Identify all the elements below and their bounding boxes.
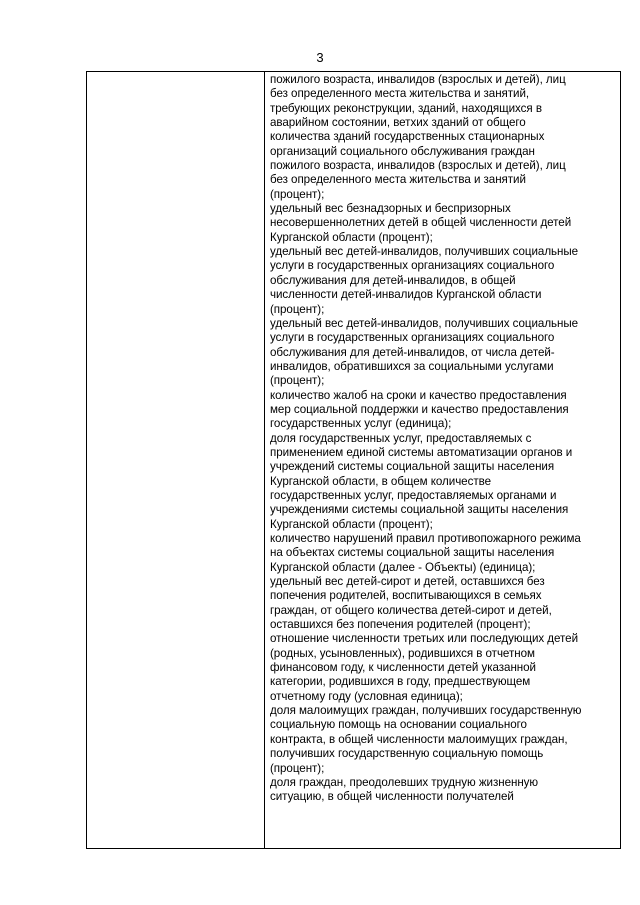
text-line: категории, родившихся в году, предшествующем (270, 675, 531, 689)
text-line: ситуацию, в общей численности получателей (270, 790, 514, 804)
text-line: удельный вес безнадзорных и беспризорных (270, 202, 511, 216)
text-line: удельный вес детей-инвалидов, получивших социальные (270, 245, 579, 259)
text-line: услуги в государственных организациях социального (270, 259, 555, 273)
text-line: несовершеннолетних детей в общей численности детей (270, 216, 572, 230)
text-line: обслуживания для детей-инвалидов, в общей (270, 273, 516, 287)
text-line: (процент); (270, 374, 325, 388)
text-line: на объектах системы социальной защиты населения (270, 546, 555, 560)
table-right-cell (270, 73, 615, 848)
text-line: аварийном состоянии, ветхих зданий от общего (270, 116, 526, 130)
text-line: отношение численности третьих или последующих детей (270, 632, 578, 646)
text-line: применением единой системы автоматизации органов и (270, 445, 573, 459)
text-line: мер социальной поддержки и качество предоставления (270, 402, 569, 416)
text-line: количество нарушений правил противопожарного режима (270, 532, 581, 545)
text-line: государственных услуг (единица); (270, 417, 452, 431)
text-line: количества зданий государственных стационарных (270, 130, 545, 144)
text-line: Курганской области, в общем количестве (270, 474, 491, 488)
text-line: (процент); (270, 761, 325, 775)
text-line: инвалидов, обратившихся за социальными услугами (270, 359, 554, 373)
column-divider (264, 72, 265, 848)
text-line: удельный вес детей-сирот и детей, оставшихся без (270, 575, 545, 589)
text-line: попечения родителей, воспитывающихся в семьях (270, 589, 542, 603)
text-line: финансовом году, к численности детей указанной (270, 661, 536, 675)
text-line: социальную помощь на основании социального (270, 718, 527, 732)
text-line: обслуживания для детей-инвалидов, от числа детей- (270, 345, 555, 359)
text-line: учреждений системы социальной защиты населения (270, 460, 555, 474)
text-line: без определенного места жительства и занятий, (270, 87, 530, 101)
text-line: численности детей-инвалидов Курганской области (270, 288, 542, 302)
text-line: учреждениями системы социальной защиты населения (270, 503, 569, 517)
text-line: (процент); (270, 302, 325, 316)
page-number: 3 (316, 50, 324, 65)
text-line: государственных услуг, предоставляемых органами и (270, 488, 557, 502)
text-line: пожилого возраста, инвалидов (взрослых и детей), лиц (270, 73, 566, 86)
text-line: Курганской области (процент); (270, 230, 433, 244)
text-line: (процент); (270, 187, 325, 201)
text-line: отчетному году (условная единица); (270, 689, 463, 703)
text-line: получивших государственную социальную помощь (270, 747, 544, 761)
document-table (86, 71, 621, 849)
text-line: контракта, в общей численности малоимущих граждан, (270, 732, 568, 746)
text-line: граждан, от общего количества детей-сирот и детей, (270, 603, 552, 617)
text-line: (родных, усыновленных), родившихся в отчетном (270, 646, 535, 660)
text-line: доля государственных услуг, предоставляемых с (270, 431, 532, 445)
text-line: доля граждан, преодолевших трудную жизненную (270, 775, 539, 789)
text-line: без определенного места жительства и занятий (270, 173, 526, 187)
text-line: Курганской области (процент); (270, 517, 433, 531)
text-line: количество жалоб на сроки и качество предоставления (270, 388, 567, 402)
text-line: организаций социального обслуживания граждан (270, 144, 535, 158)
text-line: Курганской области (далее - Объекты) (единица); (270, 560, 536, 574)
text-line: услуги в государственных организациях социального (270, 331, 555, 345)
text-line: доля малоимущих граждан, получивших государственную (270, 704, 582, 718)
text-line: удельный вес детей-инвалидов, получивших социальные (270, 316, 579, 330)
table-left-cell (87, 72, 264, 848)
text-line: оставшихся без попечения родителей (процент); (270, 618, 531, 632)
text-line: пожилого возраста, инвалидов (взрослых и детей), лиц (270, 159, 566, 173)
text-line: требующих реконструкции, зданий, находящихся в (270, 101, 542, 115)
